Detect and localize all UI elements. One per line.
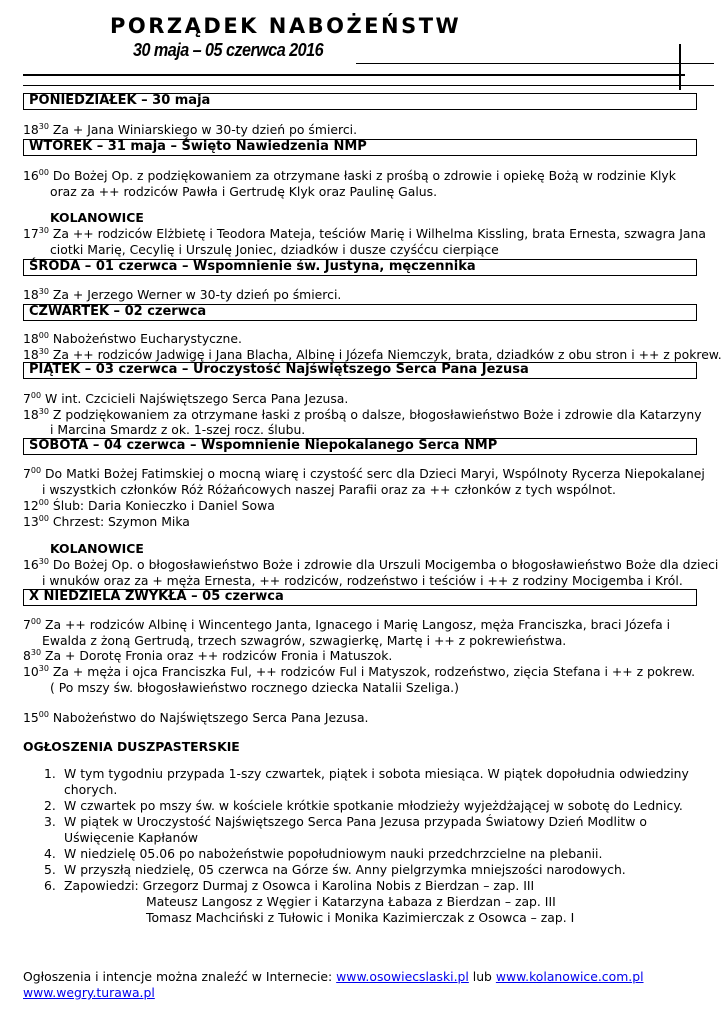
day-header-tuesday: WTOREK – 31 maja – Święto Nawiedzenia NMP xyxy=(23,139,697,156)
divider-vertical xyxy=(679,44,681,90)
intention-fri-1: $7^{00}$ W int. Czcicieli Najświętszego Serca Pana Jezusa. xyxy=(23,391,349,406)
announcement-number: 1. xyxy=(44,766,56,781)
intention-sun-3: $10^{30}$ Za + męża i ojca Franciszka Ful, ++ rodziców Ful i Matyszok, rodzeństwo, zięcia Stefana i ++ z pokrew. xyxy=(23,664,696,679)
banns-line-2: Mateusz Langosz z Węgier i Katarzyna Łabaza z Bierdzan – zap. III xyxy=(146,894,556,909)
intention-sat-4: $16^{30}$ Do Bożej Op. o błogosławieństwo Boże i zdrowie dla Urszuli Mocigemba o błogosławieństwo Boże dla dzieci xyxy=(23,557,719,572)
announcement-text: W przyszłą niedzielę, 05 czerwca na Górze św. Anny pielgrzymka mniejszości narodowych. xyxy=(64,862,626,877)
intention-sun-1-cont: Ewalda z żoną Gertrudą, trzech szwagrów, szwagierkę, Martę i ++ z pokrewieństwa. xyxy=(42,633,567,648)
intention-thu-2: $18^{30}$ Za ++ rodziców Jadwigę i Jana Blacha, Albinę i Józefa Niemczyk, brata, dziadków z obu stron i ++ z pokrew. xyxy=(23,347,722,362)
intention-mon-1: $18^{30}$ Za + Jana Winiarskiego w 30-ty dzień po śmierci. xyxy=(23,122,358,137)
intention-tue-1: $16^{00}$ Do Bożej Op. z podziękowaniem za otrzymane łaski z prośbą o zdrowie i opiekę Bożą w rodzinie Klyk xyxy=(23,168,676,183)
day-header-wednesday: ŚRODA – 01 czerwca – Wspomnienie św. Justyna, męczennika xyxy=(23,259,697,276)
announcement-text: W niedzielę 05.06 po nabożeństwie popołudniowym nauki przedchrzcielne na plebanii. xyxy=(64,846,603,861)
intention-sun-1: $7^{00}$ Za ++ rodziców Albinę i Wincentego Janta, Ignacego i Marię Langosz, męża Franciszka, braci Józefa i xyxy=(23,617,671,632)
link-osowiecslaski[interactable]: www.osowiecslaski.pl xyxy=(336,969,469,984)
announcements-heading: OGŁOSZENIA DUSZPASTERSKIE xyxy=(23,739,240,754)
intention-sat-4-cont: i wnuków oraz za + męża Ernesta, ++ rodziców, rodzeństwo i teściów i ++ z rodziny Mocigemba i Król. xyxy=(42,573,683,588)
intention-wed-1: $18^{30}$ Za + Jerzego Werner w 30-ty dzień po śmierci. xyxy=(23,287,342,302)
announcement-text-cont: chorych. xyxy=(64,782,118,797)
intention-fri-2: $18^{30}$ Z podziękowaniem za otrzymane łaski z prośbą o dalsze, błogosławieństwo Boże i zdrowie dla Katarzyny xyxy=(23,407,702,422)
day-header-friday: PIĄTEK – 03 czerwca – Uroczystość Najświętszego Serca Pana Jezusa xyxy=(23,362,697,379)
divider-line-1 xyxy=(356,63,714,64)
banns-line-3: Tomasz Machciński z Tułowic i Monika Kazimierczak z Osowca – zap. I xyxy=(146,910,575,925)
announcement-number: 5. xyxy=(44,862,56,877)
divider-line-2 xyxy=(23,74,685,76)
announcement-text: Zapowiedzi: Grzegorz Durmaj z Osowca i Karolina Nobis z Bierdzan – zap. III xyxy=(64,878,535,893)
intention-thu-1: $18^{00}$ Nabożeństwo Eucharystyczne. xyxy=(23,331,242,346)
announcement-number: 4. xyxy=(44,846,56,861)
intention-sat-3: $13^{00}$ Chrzest: Szymon Mika xyxy=(23,514,190,529)
announcement-number: 3. xyxy=(44,814,56,829)
announcement-text-cont: Uświęcenie Kapłanów xyxy=(64,830,199,845)
intention-tue-2: $17^{30}$ Za ++ rodziców Elżbietę i Teodora Mateja, teściów Marię i Wilhelma Kissling, brata Ernesta, szwagra Jana xyxy=(23,226,706,241)
page-title: PORZĄDEK NABOŻEŃSTW xyxy=(110,14,462,38)
divider-line-3 xyxy=(23,85,714,86)
announcement-number: 2. xyxy=(44,798,56,813)
intention-sun-3-cont: ( Po mszy św. błogosławieństwo rocznego dziecka Natalii Szeliga.) xyxy=(50,680,459,695)
announcement-text: W tym tygodniu przypada 1-szy czwartek, piątek i sobota miesiąca. W piątek dopołudnia odwiedziny xyxy=(64,766,689,781)
footer-text: Ogłoszenia i intencje można znaleźć w Internecie: www.osowiecslaski.pl lub www.kolanowice.com.pl xyxy=(23,969,644,984)
day-header-thursday: CZWARTEK – 02 czerwca xyxy=(23,304,697,321)
link-wegry-turawa[interactable]: www.wegry.turawa.pl xyxy=(23,985,155,1000)
date-range: 30 maja – 05 czerwca 2016 xyxy=(133,40,324,60)
intention-tue-1-cont: oraz za ++ rodziców Pawła i Gertrudę Klyk oraz Paulinę Galus. xyxy=(50,184,438,199)
intention-sun-2: $8^{30}$ Za + Dorotę Fronia oraz ++ rodziców Fronia i Matuszok. xyxy=(23,648,393,663)
announcement-text: W piątek w Uroczystość Najświętszego Serca Pana Jezusa przypada Światowy Dzień Modlitw o xyxy=(64,814,647,829)
intention-sat-1-cont: i wszystkich członków Róż Różańcowych naszej Parafii oraz za ++ członków z tych wspólnot. xyxy=(42,482,616,497)
intention-sat-1: $7^{00}$ Do Matki Bożej Fatimskiej o mocną wiarę i czystość serc dla Dzieci Maryi, Wspólnoty Rycerza Niepokalanej xyxy=(23,466,705,481)
intention-tue-2-cont: ciotki Marię, Cecylię i Urszulę Joniec, dziadków i dusze czyśćcu cierpiące xyxy=(50,242,499,257)
day-header-saturday: SOBOTA – 04 czerwca – Wspomnienie Niepokalanego Serca NMP xyxy=(23,438,697,455)
intention-sun-4: $15^{00}$ Nabożeństwo do Najświętszego Serca Pana Jezusa. xyxy=(23,710,369,725)
day-header-sunday: X NIEDZIELA ZWYKŁA – 05 czerwca xyxy=(23,589,697,606)
link-kolanowice[interactable]: www.kolanowice.com.pl xyxy=(495,969,644,984)
day-header-monday: PONIEDZIAŁEK – 30 maja xyxy=(23,93,697,110)
intention-sat-2: $12^{00}$ Ślub: Daria Konieczko i Daniel Sowa xyxy=(23,498,275,513)
intention-fri-2-cont: i Marcina Smardz z ok. 1-szej rocz. ślubu. xyxy=(50,422,306,437)
place-kolanowice-sat: KOLANOWICE xyxy=(50,541,144,556)
footer-link-line xyxy=(23,985,155,1001)
announcement-text: W czwartek po mszy św. w kościele krótkie spotkanie młodzieży wyjeżdżającej w sobotę do Lednicy. xyxy=(64,798,683,813)
announcement-number: 6. xyxy=(44,878,56,893)
place-kolanowice-tue: KOLANOWICE xyxy=(50,210,144,225)
